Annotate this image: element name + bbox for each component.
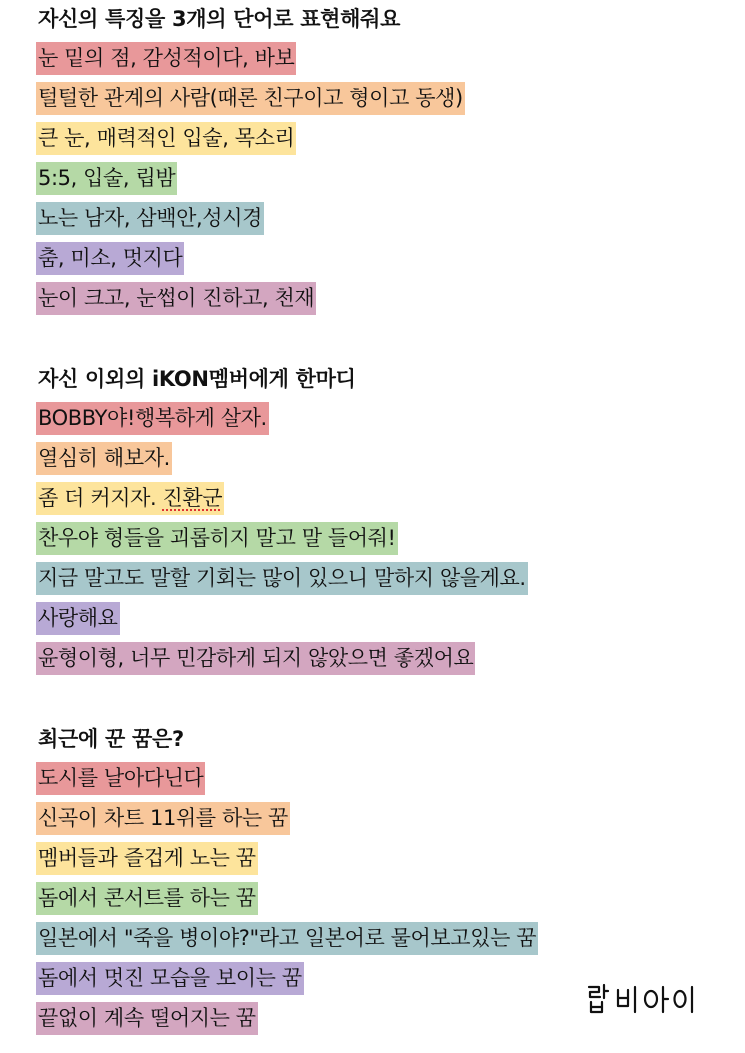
answer-line: [38, 160, 738, 200]
highlighted-answer: [36, 482, 224, 515]
section-spacer: [38, 680, 738, 720]
answer-line: [38, 120, 738, 160]
answer-line: [38, 440, 738, 480]
answer-line: [38, 840, 738, 880]
highlighted-answer: 신곡이 차트 11위를 하는 꿈: [36, 802, 290, 835]
highlighted-answer: 큰 눈, 매력적인 입술, 목소리: [36, 122, 296, 155]
answer-line: [38, 640, 738, 680]
highlighted-answer: BOBBY야!행복하게 살자.: [36, 402, 269, 435]
highlighted-answer: 멤버들과 즐겁게 노는 꿈: [36, 842, 258, 875]
highlighted-answer: 사랑해요: [36, 602, 120, 635]
answer-line: [38, 280, 738, 320]
answer-line: [38, 240, 738, 280]
section-heading: 자신 이외의 iKON멤버에게 한마디: [38, 367, 356, 391]
spellcheck-underlined-word: 진환군: [162, 486, 223, 510]
answer-line: [38, 400, 738, 440]
highlighted-answer: 눈 밑의 점, 감성적이다, 바보: [36, 42, 296, 75]
document-body: [38, 0, 738, 1040]
highlighted-answer: 돔에서 멋진 모습을 보이는 꿈: [36, 962, 304, 995]
highlighted-answer: 노는 남자, 삼백안,성시경: [36, 202, 264, 235]
highlighted-answer: 찬우야 형들을 괴롭히지 말고 말 들어줘!: [36, 522, 398, 555]
section-heading: 최근에 꾼 꿈은?: [38, 727, 184, 751]
answer-line: [38, 760, 738, 800]
highlighted-answer: 춤, 미소, 멋지다: [36, 242, 184, 275]
answer-line: [38, 600, 738, 640]
highlighted-answer: 윤형이형, 너무 민감하게 되지 않았으면 좋겠어요: [36, 642, 475, 675]
section-spacer: [38, 320, 738, 360]
highlighted-answer: 일본에서 "죽을 병이야?"라고 일본어로 물어보고있는 꿈: [36, 922, 538, 955]
answer-line: [38, 80, 738, 120]
highlighted-answer: 5:5, 입술, 립밤: [36, 162, 177, 195]
answer-line: [38, 800, 738, 840]
section-features: [38, 0, 738, 320]
highlighted-answer: 지금 말고도 말할 기회는 많이 있으니 말하지 않을게요.: [36, 562, 528, 595]
highlighted-answer: 열심히 해보자.: [36, 442, 172, 475]
handwritten-signature: [585, 982, 697, 1016]
section-message-to-members: [38, 360, 738, 680]
highlighted-answer: 털털한 관계의 사람(때론 친구이고 형이고 동생): [36, 82, 465, 115]
answer-line: [38, 560, 738, 600]
highlighted-answer: 눈이 크고, 눈썹이 진하고, 천재: [36, 282, 316, 315]
highlighted-answer: 돔에서 콘서트를 하는 꿈: [36, 882, 258, 915]
section-heading: 자신의 특징을 3개의 단어로 표현해줘요: [38, 7, 401, 31]
answer-line: [38, 520, 738, 560]
highlighted-answer: 끝없이 계속 떨어지는 꿈: [36, 1002, 258, 1035]
answer-text: 좀 더 커지자.: [38, 486, 163, 510]
answer-line: [38, 40, 738, 80]
highlighted-answer: 도시를 날아다닌다: [36, 762, 205, 795]
answer-line: [38, 920, 738, 960]
answer-line: [38, 880, 738, 920]
answer-line: [38, 480, 738, 520]
answer-line: [38, 200, 738, 240]
